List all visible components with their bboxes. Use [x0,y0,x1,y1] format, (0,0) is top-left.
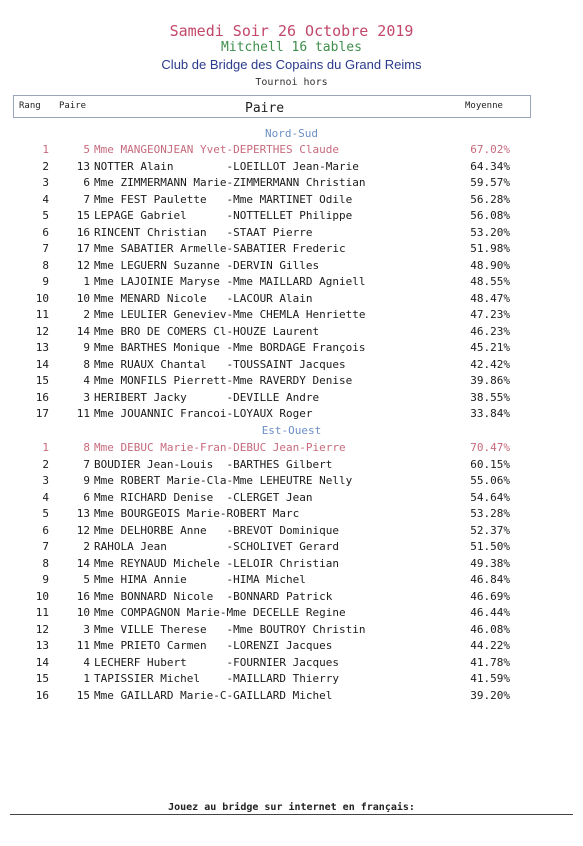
average-cell: 33.84% [470,407,510,420]
pair-number-cell: 1 [83,672,90,685]
pair-number-cell: 2 [83,308,90,321]
average-cell: 67.02% [470,143,510,156]
pair-number-cell: 5 [83,143,90,156]
average-cell: 46.69% [470,589,510,603]
pair-number-cell: 6 [83,490,90,504]
average-cell: 44.22% [470,639,510,652]
pair-names-cell: Mme PRIETO Carmen -LORENZI Jacques [94,639,333,652]
pair-number-cell: 10 [76,291,90,305]
average-cell: 46.44% [470,606,510,619]
pair-names-cell: RINCENT Christian -STAAT Pierre [94,225,313,239]
table-row [0,457,583,473]
rank-cell: 6 [42,523,49,537]
pair-names-cell: Mme DELHORBE Anne -BREVOT Dominique [94,523,340,537]
table-row [0,622,583,638]
average-cell: 46.84% [470,573,510,586]
table-row [0,556,583,572]
table-row [0,605,583,621]
rank-cell: 15 [35,374,49,387]
pair-number-cell: 12 [76,258,90,272]
table-row [0,655,583,671]
pair-number-cell: 13 [76,507,90,520]
table-row [0,638,583,654]
pair-number-cell: 13 [76,159,90,173]
rank-cell: 2 [42,159,49,173]
column-header-pair-number: Paire [59,101,87,111]
rank-cell: 4 [42,192,49,206]
average-cell: 48.90% [470,258,510,272]
table-row [0,142,583,158]
pair-names-cell: Mme MENARD Nicole -LACOUR Alain [94,291,313,305]
table-row [0,208,583,224]
average-cell: 45.21% [470,341,510,354]
pair-names-cell: LEPAGE Gabriel -NOTTELLET Philippe [94,209,353,222]
table-row [0,589,583,605]
pair-names-cell: TAPISSIER Michel -MAILLARD Thierry [94,672,340,685]
pair-number-cell: 16 [76,589,90,603]
table-row [0,241,583,257]
pair-names-cell: Mme REYNAUD Michele -LELOIR Christian [94,556,340,570]
pair-number-cell: 10 [76,606,90,619]
page-title: Samedi Soir 26 Octobre 2019 [169,22,414,40]
rank-cell: 11 [35,308,49,321]
pair-number-cell: 17 [76,242,90,255]
pair-number-cell: 14 [76,556,90,570]
rank-cell: 13 [35,639,49,652]
rank-cell: 5 [42,507,49,520]
column-header-rank: Rang [19,101,41,111]
page-edge-divider [10,814,573,815]
rank-cell: 13 [35,341,49,354]
pair-number-cell: 14 [76,324,90,338]
pair-names-cell: Mme BRO DE COMERS Cl-HOUZE Laurent [94,324,320,338]
rank-cell: 2 [42,457,49,471]
average-cell: 59.57% [470,176,510,189]
table-row [0,406,583,422]
rank-cell: 5 [42,209,49,222]
club-name: Club de Bridge des Copains du Grand Reims [161,57,422,72]
pair-number-cell: 4 [83,374,90,387]
rank-cell: 11 [35,606,49,619]
pair-number-cell: 3 [83,622,90,636]
average-cell: 46.23% [470,324,510,338]
pair-names-cell: Mme HIMA Annie -HIMA Michel [94,573,306,586]
table-row [0,340,583,356]
table-row [0,688,583,704]
rank-cell: 8 [42,556,49,570]
pair-names-cell: Mme FEST Paulette -Mme MARTINET Odile [94,192,353,206]
pair-number-cell: 7 [83,192,90,206]
average-cell: 39.20% [470,688,510,702]
pair-names-cell: Mme VILLE Therese -Mme BOUTROY Christin [94,622,366,636]
pair-number-cell: 7 [83,457,90,471]
rank-cell: 12 [35,622,49,636]
average-cell: 42.42% [470,357,510,371]
pair-number-cell: 8 [83,357,90,371]
pair-names-cell: BOUDIER Jean-Louis -BARTHES Gilbert [94,457,333,471]
table-row [0,523,583,539]
rank-cell: 1 [42,143,49,156]
table-row [0,258,583,274]
section-title: Est-Ouest [261,424,322,437]
table-row [0,539,583,555]
pair-names-cell: Mme GAILLARD Marie-C-GAILLARD Michel [94,688,333,702]
rank-cell: 7 [42,242,49,255]
table-row [0,192,583,208]
table-row [0,175,583,191]
table-row [0,291,583,307]
pair-names-cell: Mme COMPAGNON Marie-Mme DECELLE Regine [94,606,346,619]
average-cell: 52.37% [470,523,510,537]
average-cell: 70.47% [470,441,510,454]
pair-names-cell: Mme MANGEONJEAN Yvet-DEPERTHES Claude [94,143,340,156]
table-row [0,357,583,373]
rank-cell: 10 [35,291,49,305]
table-row [0,671,583,687]
average-cell: 39.86% [470,374,510,387]
rank-cell: 16 [35,688,49,702]
pair-number-cell: 16 [76,225,90,239]
pair-number-cell: 1 [83,275,90,288]
rank-cell: 14 [35,357,49,371]
table-row [0,307,583,323]
table-row [0,159,583,175]
column-header-average: Moyenne [465,101,503,111]
average-cell: 51.98% [470,242,510,255]
rank-cell: 8 [42,258,49,272]
pair-number-cell: 15 [76,209,90,222]
pair-number-cell: 11 [76,639,90,652]
average-cell: 60.15% [470,457,510,471]
pair-number-cell: 8 [83,441,90,454]
pair-number-cell: 9 [83,341,90,354]
pair-names-cell: Mme BONNARD Nicole -BONNARD Patrick [94,589,333,603]
table-row [0,373,583,389]
pair-names-cell: Mme LEULIER Geneviev-Mme CHEMLA Henriette [94,308,366,321]
average-cell: 49.38% [470,556,510,570]
pair-number-cell: 12 [76,523,90,537]
table-row [0,506,583,522]
pair-number-cell: 15 [76,688,90,702]
pair-names-cell: Mme RICHARD Denise -CLERGET Jean [94,490,313,504]
page-subtitle: Mitchell 16 tables [221,40,362,55]
rank-cell: 17 [35,407,49,420]
average-cell: 48.55% [470,275,510,288]
average-cell: 56.28% [470,192,510,206]
average-cell: 55.06% [470,474,510,487]
rank-cell: 9 [42,275,49,288]
pair-names-cell: LECHERF Hubert -FOURNIER Jacques [94,655,340,669]
average-cell: 47.23% [470,308,510,321]
pair-names-cell: Mme SABATIER Armelle-SABATIER Frederic [94,242,346,255]
average-cell: 41.59% [470,672,510,685]
rank-cell: 14 [35,655,49,669]
average-cell: 46.08% [470,622,510,636]
pair-names-cell: Mme BOURGEOIS Marie-ROBERT Marc [94,507,300,520]
pair-number-cell: 9 [83,474,90,487]
table-row [0,572,583,588]
pair-names-cell: RAHOLA Jean -SCHOLIVET Gerard [94,540,340,553]
pair-names-cell: Mme ROBERT Marie-Cla-Mme LEHEUTRE Nelly [94,474,353,487]
table-row [0,490,583,506]
average-cell: 53.20% [470,225,510,239]
tournament-type: Tournoi hors [255,77,328,88]
table-row [0,440,583,456]
column-header-pair-names: Paire [245,101,285,116]
table-row [0,274,583,290]
rank-cell: 4 [42,490,49,504]
rank-cell: 9 [42,573,49,586]
pair-names-cell: HERIBERT Jacky -DEVILLE Andre [94,390,320,404]
table-row [0,473,583,489]
average-cell: 56.08% [470,209,510,222]
pair-names-cell: Mme RUAUX Chantal -TOUSSAINT Jacques [94,357,346,371]
rank-cell: 1 [42,441,49,454]
pair-names-cell: NOTTER Alain -LOEILLOT Jean-Marie [94,159,359,173]
rank-cell: 6 [42,225,49,239]
rank-cell: 3 [42,474,49,487]
pair-names-cell: Mme ZIMMERMANN Marie-ZIMMERMANN Christian [94,176,366,189]
average-cell: 41.78% [470,655,510,669]
average-cell: 53.28% [470,507,510,520]
average-cell: 51.50% [470,540,510,553]
average-cell: 48.47% [470,291,510,305]
rank-cell: 10 [35,589,49,603]
footer-text: Jouez au bridge sur internet en français: [168,802,415,813]
table-row [0,324,583,340]
average-cell: 38.55% [470,390,510,404]
rank-cell: 16 [35,390,49,404]
table-row [0,225,583,241]
table-row [0,390,583,406]
rank-cell: 12 [35,324,49,338]
rank-cell: 15 [35,672,49,685]
pair-number-cell: 3 [83,390,90,404]
pair-number-cell: 4 [83,655,90,669]
pair-names-cell: Mme DEBUC Marie-Fran-DEBUC Jean-Pierre [94,441,346,454]
rank-cell: 3 [42,176,49,189]
pair-number-cell: 5 [83,573,90,586]
average-cell: 64.34% [470,159,510,173]
pair-number-cell: 11 [76,407,90,420]
pair-number-cell: 2 [83,540,90,553]
pair-names-cell: Mme LEGUERN Suzanne -DERVIN Gilles [94,258,320,272]
average-cell: 54.64% [470,490,510,504]
pair-names-cell: Mme MONFILS Pierrett-Mme RAVERDY Denise [94,374,353,387]
pair-names-cell: Mme LAJOINIE Maryse -Mme MAILLARD Agniell [94,275,366,288]
section-title: Nord-Sud [265,127,318,140]
rank-cell: 7 [42,540,49,553]
pair-number-cell: 6 [83,176,90,189]
pair-names-cell: Mme BARTHES Monique -Mme BORDAGE François [94,341,366,354]
pair-names-cell: Mme JOUANNIC Francoi-LOYAUX Roger [94,407,313,420]
